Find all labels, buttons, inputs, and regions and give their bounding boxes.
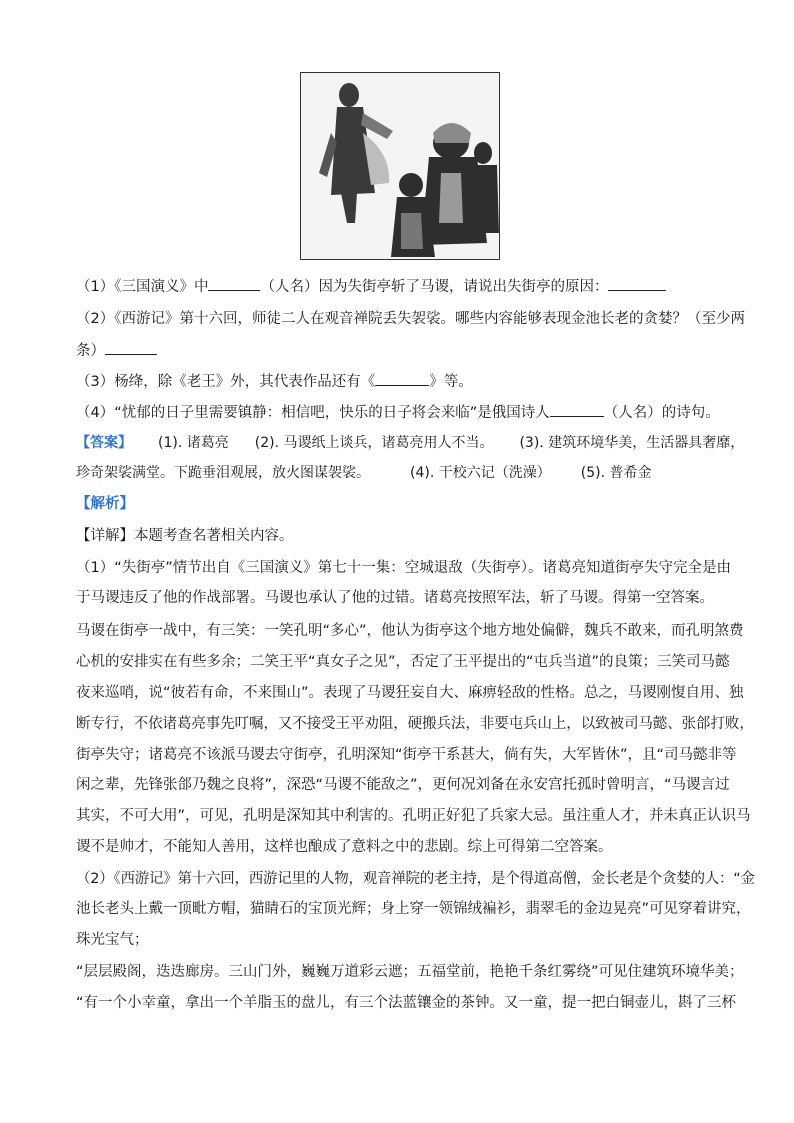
analysis-line: 断专行，不依诸葛亮事先叮嘱，又不接受王平劝阻，硬搬兵法，非要屯兵山上，以致被司马懿、张郃打败， <box>76 716 754 732</box>
analysis-line: 池长老头上戴一顶毗方帽，猫睛石的宝顶光辉；身上穿一领锦绒褊衫，翡翠毛的金边晃亮”可见穿着讲究， <box>76 901 751 917</box>
analysis-line: （1）“失街亭”情节出自《三国演义》第七十一集：空城退敌（失街亭）。诸葛亮知道街亭失守完全是由 <box>76 560 731 576</box>
q1-text-b: （人名）因为失街亭斩了马谡，请说出失街亭的原因： <box>260 279 609 295</box>
answer-line-2 <box>76 463 651 483</box>
q2-text: 条） <box>76 343 105 359</box>
analysis-line: 珠光宝气； <box>76 932 149 948</box>
answer-line-1 <box>76 433 744 453</box>
analysis-detail: 【详解】本题考查名著相关内容。 <box>76 528 294 544</box>
question-2-line-2 <box>76 340 157 361</box>
q2-blank <box>105 340 157 355</box>
analysis-line: 街亭失守；诸葛亮不该派马谡去守街亭，孔明深知“街亭干系甚大，倘有失，大军皆休”，且“司马懿非等 <box>76 747 737 763</box>
answer-3: (3). 建筑环境华美，生活器具奢靡， <box>519 435 745 451</box>
analysis-line: 谡不是帅才，不能知人善用，这样也酿成了意料之中的悲剧。综上可得第二空答案。 <box>76 839 613 855</box>
q3-blank <box>375 371 429 386</box>
q4-text-b: （人名）的诗句。 <box>603 405 720 421</box>
answer-1: (1). 诸葛亮 <box>158 435 229 451</box>
analysis-line: 于马谡违反了他的作战部署。马谡也承认了他的过错。诸葛亮按照军法，斩了马谡。得第一空答案。 <box>76 590 714 606</box>
q1-blank-name <box>208 276 260 291</box>
analysis-line: 夜来巡哨，说“彼若有命，不来围山”。表现了马谡狂妄自大、麻痹轻敌的性格。总之，马谡刚愎自用、独 <box>76 685 744 701</box>
question-2-line-1: （2）《西游记》第十六回，师徒二人在观音禅院丢失袈裟。哪些内容能够表现金池长老的贪婪？（至少两 <box>76 311 745 327</box>
analysis-line: 心机的安排实在有些多余；二笑王平“真女子之见”，否定了王平提出的“屯兵当道”的良策；三笑司马懿 <box>76 654 730 670</box>
analysis-line: 闲之辈，先锋张郃乃魏之良将”，深恐“马谡不能敌之”，更何况刘备在永安宫托孤时曾明言，“马谡言过 <box>76 777 730 793</box>
q3-text-b: 》等。 <box>429 374 473 390</box>
answer-5: (5). 普希金 <box>580 465 652 481</box>
q1-text-a: （1）《三国演义》中 <box>76 279 209 295</box>
q3-text-a: （3）杨绛，除《老王》外，其代表作品还有《 <box>76 374 376 390</box>
analysis-line: “层层殿阁，迭迭廊房。三山门外，巍巍万道彩云遮；五福堂前，艳艳千条红雾绕”可见住建筑环境华美； <box>76 964 744 980</box>
answer-tag: 【答案】 <box>76 435 132 451</box>
question-3 <box>76 371 473 392</box>
answer-4: (4). 干校六记（洗澡） <box>410 465 551 481</box>
analysis-line: 其实，不可大用”，可见，孔明是深知其中利害的。孔明正好犯了兵家大忌。虽注重人才，并未真正认识马 <box>76 808 751 824</box>
answer-3-cont: 珍奇架裟满堂。下跪垂泪观展，放火图谋袈裟。 <box>76 465 370 481</box>
q4-blank <box>550 402 604 417</box>
illustration-image <box>300 72 500 260</box>
question-4 <box>76 402 720 423</box>
figures-drawing <box>301 73 499 259</box>
analysis-line: “有一个小幸童，拿出一个羊脂玉的盘儿，有三个法蓝镶金的茶钟。又一童，提一把白铜壶儿，斟了三杯 <box>76 995 737 1011</box>
q1-blank-reason <box>608 276 666 291</box>
answer-2: (2). 马谡纸上谈兵，诸葛亮用人不当。 <box>254 435 494 451</box>
q4-text-a: （4）“忧郁的日子里需要镇静：相信吧，快乐的日子将会来临”是俄国诗人 <box>76 405 550 421</box>
analysis-line: 马谡在街亭一战中，有三笑：一笑孔明“多心”，他认为街亭这个地方地处偏僻，魏兵不敢来，而孔明煞费 <box>76 623 744 639</box>
question-1 <box>76 276 666 297</box>
analysis-tag: 【解析】 <box>76 496 134 512</box>
analysis-line: （2）《西游记》第十六回，西游记里的人物，观音禅院的老主持，是个得道高僧，金长老是个贪婪的人：“金 <box>76 871 755 887</box>
